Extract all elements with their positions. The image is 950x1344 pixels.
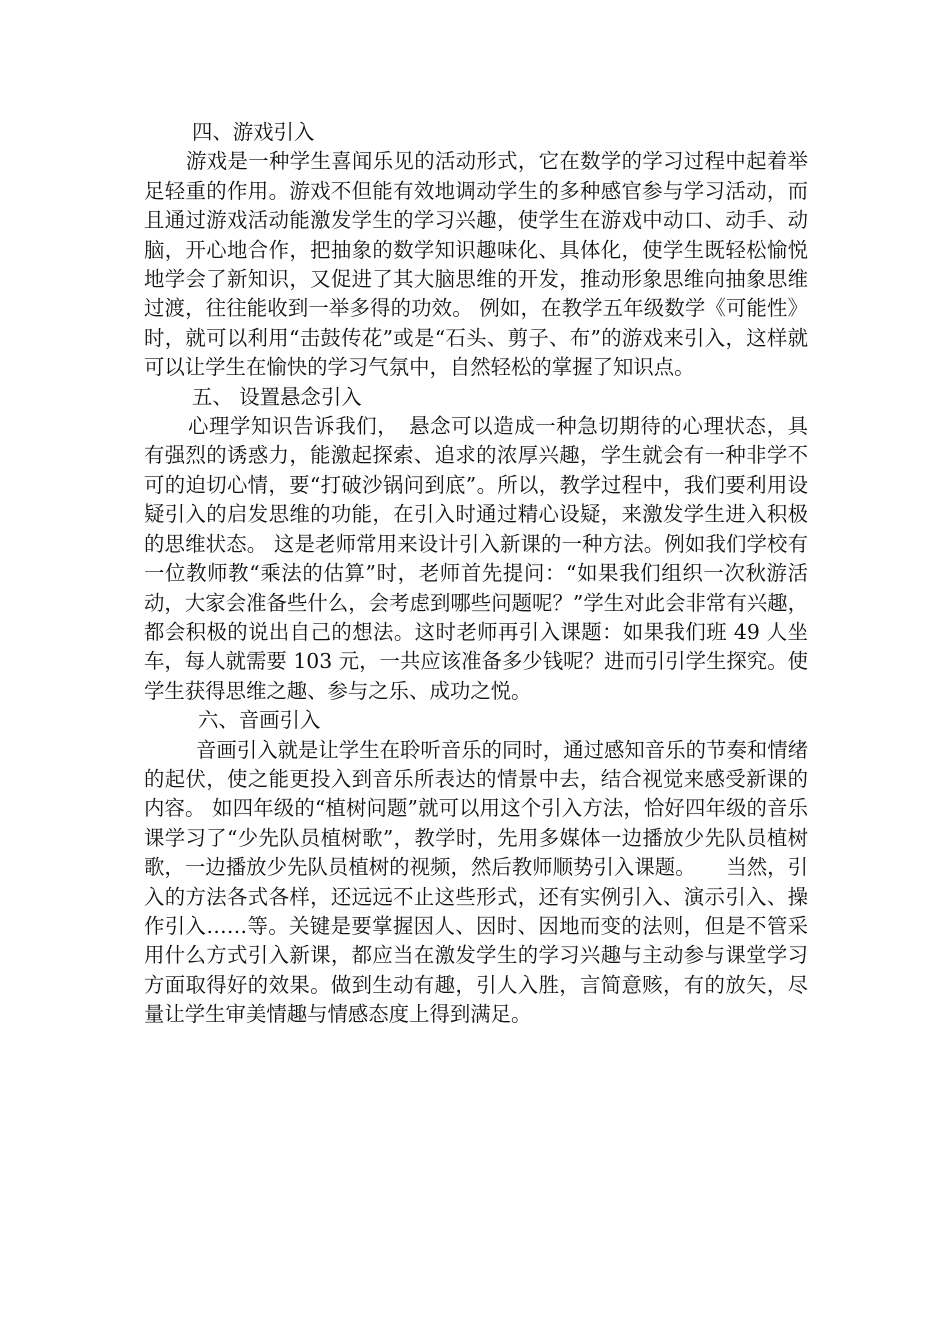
section-heading-games: 四、游戏引入 <box>192 120 315 144</box>
section-paragraph-suspense: 心理学知识告诉我们， 悬念可以造成一种急切期待的心理状态，具有强烈的诱惑力，能激起探索、追求的浓厚兴趣，学生就会有一种非学不可的迫切心情，要“打破沙锅问到底”。所以，教学过程中，我们要利用设疑引入的启发思维的功能，在引入时通过精心设疑，来激发学生进入积极的思维状态。 这是老师常用来设计引入新课的一种方法。例如我们学校有一位教师教“乘法的估算”时，老师首先提问：“如果我们组织一次秋游活动，大家会准备些什么，会考虑到哪些问题呢？”学生对此会非常有兴趣，都会积极的说出自己的想法。这时老师再引入课题：如果我们班 49 人坐车，每人就需要 103 元，一共应该准备多少钱呢？进而引引学生探究。使学生获得思维之趣、参与之乐、成功之悦。 <box>144 414 808 703</box>
section-paragraph-music-picture: 音画引入就是让学生在聆听音乐的同时，通过感知音乐的节奏和情绪的起伏，使之能更投入到音乐所表达的情景中去，结合视觉来感受新课的内容。 如四年级的“植树问题”就可以用这个引入方法，恰好四年级的音乐课学习了“少先队员植树歌”，教学时，先用多媒体一边播放少先队员植树歌，一边播放少先队员植树的视频，然后教师顺势引入课题。 当然，引入的方法各式各样，还远远不止这些形式，还有实例引入、演示引入、操作引入……等。关键是要掌握因人、因时、因地而变的法则，但是不管采用什么方式引入新课，都应当在激发学生的学习兴趣与主动参与课堂学习方面取得好的效果。做到生动有趣，引人入胜，言简意赅，有的放矢，尽量让学生审美情趣与情感态度上得到满足。 <box>144 737 808 1027</box>
section-paragraph-games: 游戏是一种学生喜闻乐见的活动形式，它在数学的学习过程中起着举足轻重的作用。游戏不但能有效地调动学生的多种感官参与学习活动，而且通过游戏活动能激发学生的学习兴趣，使学生在游戏中动口、动手、动脑，开心地合作，把抽象的数学知识趣味化、具体化，使学生既轻松愉悦地学会了新知识，又促进了其大脑思维的开发，推动形象思维向抽象思维过渡，往往能收到一举多得的功效。 例如，在教学五年级数学《可能性》时，就可以利用“击鼓传花”或是“石头、剪子、布”的游戏来引入，这样就可以让学生在愉快的学习气氛中，自然轻松的掌握了知识点。 <box>144 149 808 380</box>
document-page <box>144 118 808 1030</box>
section-heading-suspense: 五、 设置悬念引入 <box>192 384 362 409</box>
section-heading-music-picture: 六、音画引入 <box>198 708 321 733</box>
